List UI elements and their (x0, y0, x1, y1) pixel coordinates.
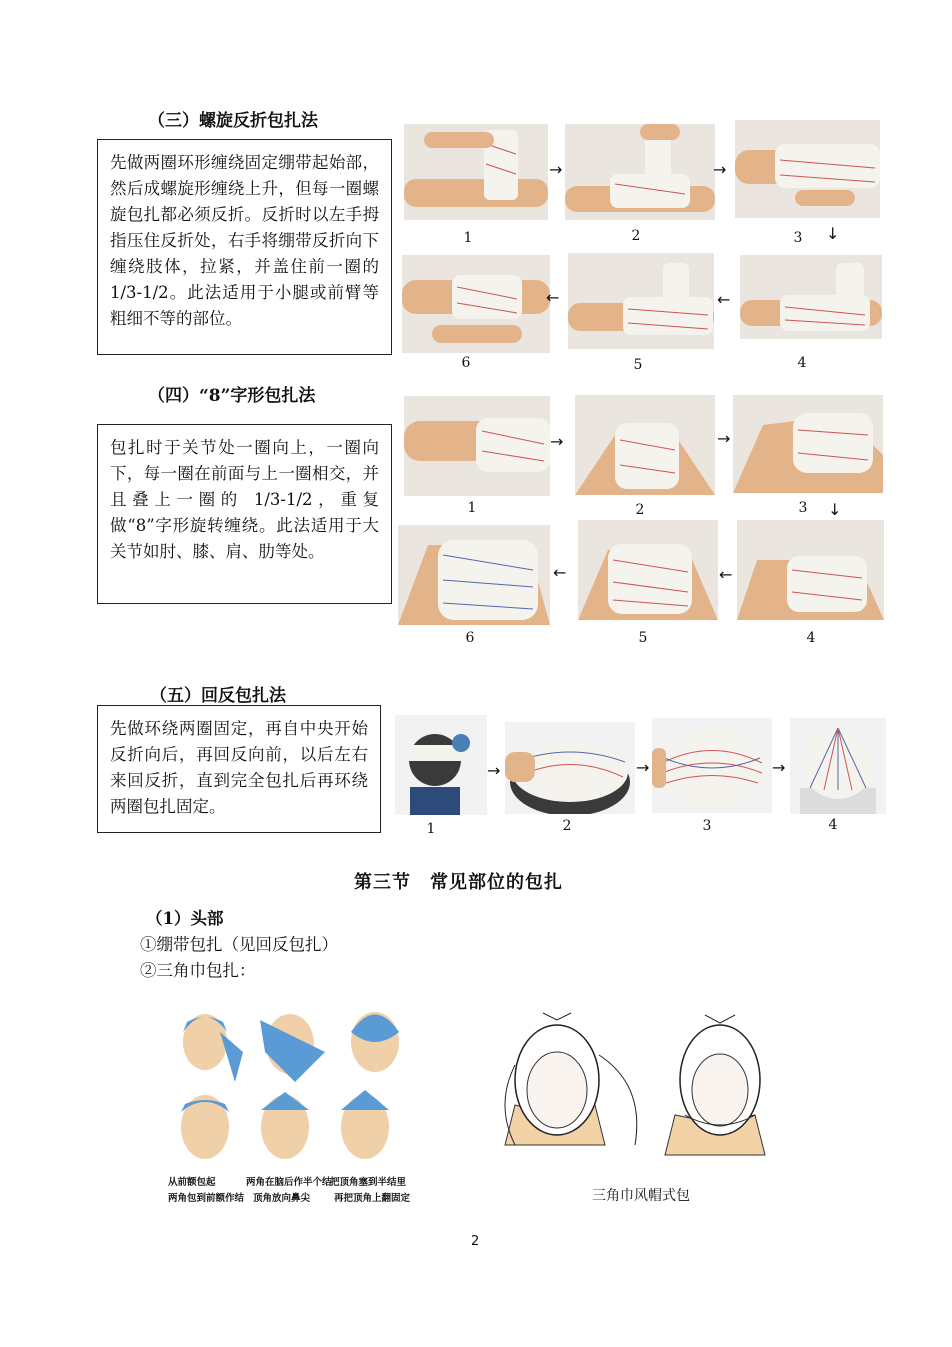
photo-s5-step-2 (505, 722, 635, 814)
right-arrow-icon: → (487, 761, 501, 780)
left-arrow-icon: ← (719, 565, 733, 584)
down-arrow-icon: ↓ (826, 224, 840, 243)
section-3-heading: （三）螺旋反折包扎法 (148, 111, 318, 131)
s3-step-label-6: 6 (461, 355, 471, 371)
section-5-text-box: 先做环绕两圈固定，再自中央开始反折向后，再回反向前，以后左右来回反折，直到完全包扎后再环绕两圈包扎固定。 (97, 705, 381, 833)
photo-s4-step-5 (578, 520, 718, 620)
caption-step-4: 两角包到前额作结 (168, 1193, 245, 1204)
photo-s4-step-3 (733, 395, 883, 493)
right-arrow-icon: → (550, 432, 564, 451)
s4-step-label-4: 4 (806, 630, 816, 646)
photo-s3-step-3 (735, 120, 880, 218)
item-triangle: ②三角巾包扎： (140, 961, 256, 980)
down-arrow-icon: ↓ (828, 500, 842, 519)
caption-step-5: 顶角放向鼻尖 (253, 1193, 311, 1204)
s5-step-label-4: 4 (828, 817, 838, 833)
caption-step-6: 再把顶角上翻固定 (334, 1193, 411, 1204)
s5-step-label-1: 1 (426, 821, 436, 837)
s4-step-label-3: 3 (798, 500, 808, 516)
s4-step-label-1: 1 (467, 500, 477, 516)
s4-step-label-2: 2 (635, 502, 645, 518)
s5-step-label-2: 2 (562, 818, 572, 834)
s4-step-label-6: 6 (465, 630, 475, 646)
caption-step-1: 从前额包起 (168, 1177, 216, 1188)
s3-step-label-5: 5 (633, 357, 643, 373)
photo-s5-step-1 (395, 715, 487, 815)
item-bandage: ①绷带包扎（见回反包扎） (140, 935, 338, 954)
section-4-text-box: 包扎时于关节处一圈向上，一圈向下，每一圈在前面与上一圈相交，并且叠上一圈的 1/3-1/2，重复做“8”字形旋转缠绕。此法适用于大关节如肘、膝、肩、肋等处。 (97, 424, 392, 604)
chapter-title: 第三节 常见部位的包扎 (354, 872, 563, 893)
caption-step-2: 两角在脑后作半个结 (246, 1177, 332, 1188)
photo-s5-step-3 (652, 718, 772, 813)
photo-s4-step-6 (398, 525, 550, 625)
photo-s3-step-6 (402, 255, 550, 353)
photo-s3-step-2 (565, 124, 715, 220)
right-arrow-icon: → (713, 160, 727, 179)
s3-step-label-2: 2 (631, 228, 641, 244)
photo-s3-step-5 (568, 253, 714, 349)
right-arrow-icon: → (549, 160, 563, 179)
photo-s5-step-4 (790, 718, 886, 814)
right-arrow-icon: → (717, 429, 731, 448)
photo-s4-step-1 (404, 396, 550, 496)
s3-step-label-1: 1 (463, 230, 473, 246)
left-arrow-icon: ← (717, 290, 731, 309)
s5-step-label-3: 3 (702, 818, 712, 834)
photo-s3-step-4 (740, 255, 882, 339)
s3-step-label-4: 4 (797, 355, 807, 371)
section-4-heading: （四）“8”字形包扎法 (148, 386, 316, 406)
hood-bandage-caption: 三角巾风帽式包 (592, 1188, 690, 1204)
right-arrow-icon: → (636, 758, 650, 777)
s4-step-label-5: 5 (638, 630, 648, 646)
left-arrow-icon: ← (553, 563, 567, 582)
photo-s3-step-1 (404, 124, 548, 220)
s3-step-label-3: 3 (793, 230, 803, 246)
page-number: 2 (471, 1234, 480, 1249)
section-3-text-box: 先做两圈环形缠绕固定绷带起始部，然后成螺旋形缠绕上升，但每一圈螺旋包扎都必须反折。反折时以左手拇指压住反折处，右手将绷带反折向下缠绕肢体，拉紧，并盖住前一圈的 1/3-1/2。此法适用于小腿或前臂等粗细不等的部位。 (97, 139, 392, 355)
left-arrow-icon: ← (546, 288, 560, 307)
subheading-head: （1）头部 (146, 909, 224, 928)
hood-bandage-figure (495, 995, 785, 1170)
right-arrow-icon: → (772, 758, 786, 777)
section-5-heading: （五）回反包扎法 (150, 686, 286, 706)
photo-s4-step-4 (737, 520, 884, 620)
photo-s4-step-2 (575, 395, 715, 495)
caption-step-3: 把顶角塞到半结里 (330, 1177, 407, 1188)
